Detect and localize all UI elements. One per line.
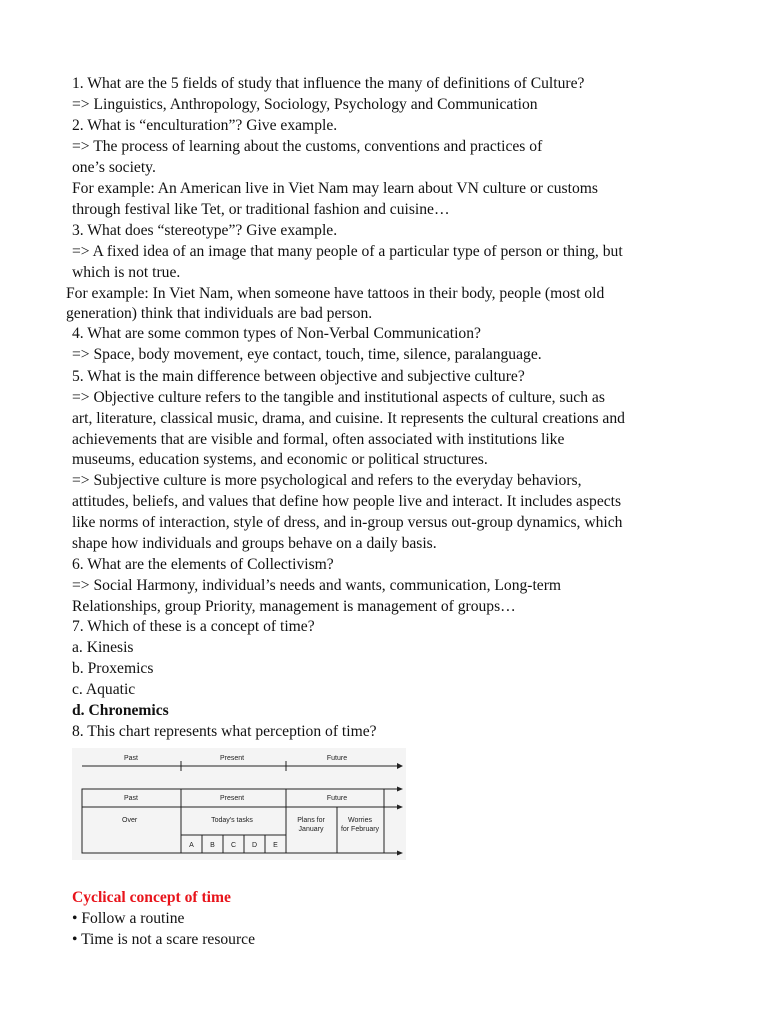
cell-over: Over	[122, 817, 138, 824]
example-3-line-1: For example: In Viet Nam, when someone have tattoos in their body, people (most old	[66, 285, 605, 302]
answer-5-line-1: => Objective culture refers to the tangible and institutional aspects of culture, such as	[72, 389, 605, 406]
question-1: 1. What are the 5 fields of study that influence the many of definitions of Culture?	[72, 75, 585, 92]
answer-2-line-2: one’s society.	[72, 159, 156, 176]
answer-5-line-2: art, literature, classical music, drama, and cuisine. It represents the cultural creations and	[72, 410, 625, 427]
table-mid-arrowhead	[397, 805, 403, 810]
question-5: 5. What is the main difference between objective and subjective culture?	[72, 368, 525, 385]
task-letter-c: C	[230, 842, 237, 849]
task-letter-d: D	[251, 842, 258, 849]
timeline-arrowhead	[397, 763, 403, 769]
answer-8-bullet-2: • Time is not a scare resource	[72, 931, 256, 948]
answer-5-line-5: => Subjective culture is more psychological and refers to the everyday behaviors,	[72, 472, 582, 489]
cell-plans-line-1: Plans for	[297, 817, 325, 824]
timeline-present-label: Present	[219, 755, 245, 762]
time-perception-figure	[72, 748, 406, 860]
table-header-past: Past	[124, 795, 139, 802]
answer-5-line-4: museums, education systems, and economic or political structures.	[72, 451, 488, 468]
timeline-past-label: Past	[124, 755, 139, 762]
option-a: a. Kinesis	[72, 639, 134, 656]
question-4: 4. What are some common types of Non-Verbal Communication?	[72, 325, 481, 342]
answer-1: => Linguistics, Anthropology, Sociology, Psychology and Communication	[72, 96, 538, 113]
option-d-correct: d. Chronemics	[72, 702, 169, 719]
table-top-arrowhead	[397, 787, 403, 792]
cell-worries-line-1: Worries	[348, 817, 372, 824]
answer-5-line-7: like norms of interaction, style of dress, and in-group versus out-group dynamics, which	[72, 514, 623, 531]
table-header-present: Present	[219, 795, 245, 802]
cell-plans-line-2: January	[298, 826, 324, 833]
answer-2-line-1: => The process of learning about the customs, conventions and practices of	[72, 138, 543, 155]
answer-5-line-6: attitudes, beliefs, and values that define how people live and interact. It includes aspects	[72, 493, 622, 510]
task-letter-e: E	[273, 842, 278, 849]
option-c: c. Aquatic	[72, 681, 136, 698]
answer-8-heading: Cyclical concept of time	[72, 889, 231, 906]
table-bottom-arrowhead	[397, 851, 403, 856]
answer-3-line-2: which is not true.	[72, 264, 181, 281]
timeline-future-label: Future	[326, 755, 348, 762]
option-b: b. Proxemics	[72, 660, 154, 677]
cell-worries-line-2: for February	[340, 826, 380, 833]
answer-6-line-2: Relationships, group Priority, management is management of groups…	[72, 598, 516, 615]
answer-4: => Space, body movement, eye contact, touch, time, silence, paralanguage.	[72, 346, 542, 363]
answer-3-line-1: => A fixed idea of an image that many people of a particular type of person or thing, but	[72, 243, 623, 260]
example-3-line-2: generation) think that individuals are bad person.	[66, 305, 373, 322]
question-3: 3. What does “stereotype”? Give example.	[72, 222, 338, 239]
task-letter-a: A	[189, 842, 194, 849]
answer-5-line-8: shape how individuals and groups behave on a daily basis.	[72, 535, 437, 552]
question-6: 6. What are the elements of Collectivism?	[72, 556, 334, 573]
question-7: 7. Which of these is a concept of time?	[72, 618, 315, 635]
task-letter-b: B	[210, 842, 215, 849]
question-2: 2. What is “enculturation”? Give example.	[72, 117, 338, 134]
answer-8-bullet-1: • Follow a routine	[72, 910, 185, 927]
example-2-line-1: For example: An American live in Viet Nam may learn about VN culture or customs	[72, 180, 598, 197]
cell-todays-tasks: Today's tasks	[211, 817, 253, 824]
table-header-future: Future	[326, 795, 348, 802]
answer-6-line-1: => Social Harmony, individual’s needs and wants, communication, Long-term	[72, 577, 562, 594]
question-8: 8. This chart represents what perception of time?	[72, 723, 377, 740]
answer-5-line-3: achievements that are visible and formal, often associated with institutions like	[72, 431, 565, 448]
example-2-line-2: through festival like Tet, or traditional fashion and cuisine…	[72, 201, 450, 218]
